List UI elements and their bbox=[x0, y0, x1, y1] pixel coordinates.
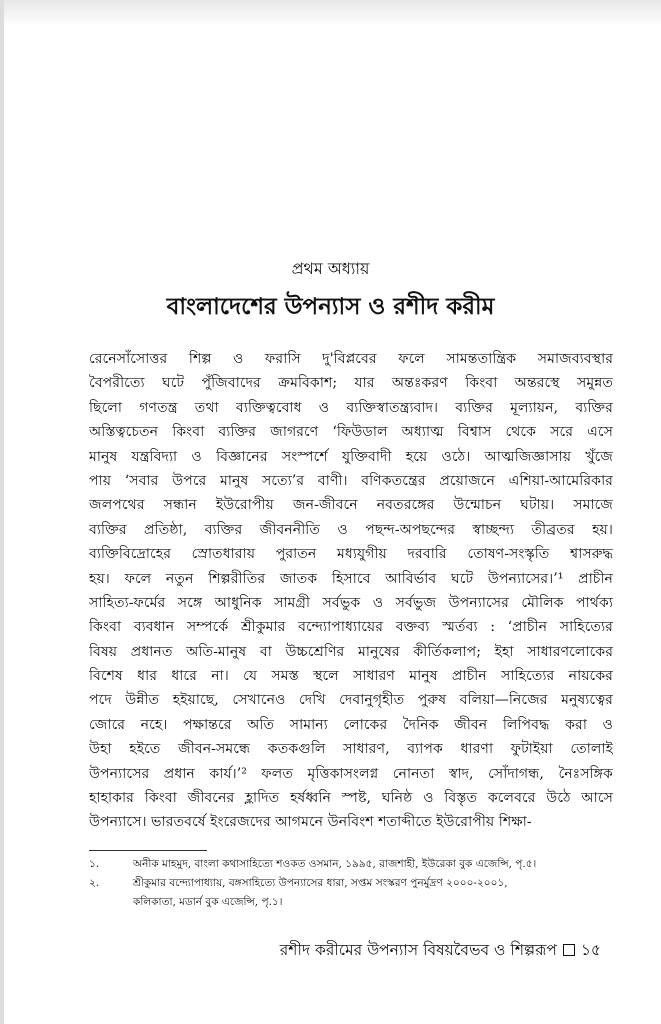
body-line: ছিলো গণতন্ত্র তথা ব্যক্তিত্ববোধ ও ব্যক্তিস্বাতন্ত্র্যবাদ। ব্যক্তির মূল্যায়ন, ব্যক্তির bbox=[89, 399, 613, 416]
footnote-divider bbox=[89, 850, 207, 851]
footnote-text: অনীক মাহমুদ, বাংলা কথাসাহিত্যে শওকত ওসমান, ১৯৯৫, রাজশাহী, ইউরেকা বুক এজেন্সি, পৃ.৫। bbox=[133, 858, 537, 870]
page-edge-shadow bbox=[0, 0, 661, 26]
square-box-icon bbox=[563, 944, 575, 956]
body-line: ব্যক্তিবিদ্রোহের স্রোতধারায় পুরাতন মধ্যযুগীয় দরবারি তোষণ-সংস্কৃতি শ্বাসরুদ্ধ bbox=[89, 546, 613, 563]
chapter-title: বাংলাদেশের উপন্যাস ও রশীদ করীম bbox=[166, 293, 495, 320]
footnotes bbox=[89, 855, 613, 912]
page-edge-left bbox=[0, 0, 4, 1024]
chapter-label: প্রথম অধ্যায় bbox=[291, 259, 370, 278]
body-line: বিষয় প্রধানত অতি-মানুষ বা উচ্চশ্রেণির মানুষের কীর্তিকলাপ; ইহা সাধারণলোকের bbox=[89, 643, 613, 660]
body-line: কিংবা ব্যবধান সম্পর্কে শ্রীকুমার বন্দ্যোপাধ্যায়ের বক্তব্য স্মর্তব্য : ‘প্রাচীন সাহিত্যের bbox=[89, 619, 613, 636]
body-line: পদে উন্নীত হইয়াছে, সেখানেও দেখি দেবানুগৃহীত পুরুষ বলিয়া—নিজের মনুষ্যত্বের bbox=[89, 692, 613, 709]
body-line: জোরে নহে। পক্ষান্তরে অতি সামান্য লোকের দৈনিক জীবন লিপিবদ্ধ করা ও bbox=[89, 716, 613, 733]
body-line: অস্তিত্বচেতন কিংবা ব্যক্তির জাগরণে ‘ফিউডাল অধ্যাত্ম বিশ্বাস থেকে সরে এসে bbox=[89, 424, 613, 441]
footnote-number: ২. bbox=[89, 877, 100, 889]
body-line: সাহিত্য-ফর্মের সঙ্গে আধুনিক সামগ্রী সর্বভুক ও সর্বভুজ উপন্যাসের মৌলিক পার্থক্য bbox=[89, 594, 613, 611]
footnote-text: শ্রীকুমার বন্দ্যোপাধ্যায়, বঙ্গসাহিত্যে উপন্যাসের ধারা, সপ্তম সংস্করণ পুনর্মুদ্রণ ২০০০-২০০১, bbox=[133, 877, 508, 889]
body-line: উহা হইতে জীবন-সমন্ধে কতকগুলি সাধারণ, ব্যাপক ধারণা ফুটাইয়া তোলাই bbox=[89, 741, 613, 758]
body-line: মানুষ যন্ত্রবিদ্যা ও বিজ্ঞানের সংস্পর্শে যুক্তিবাদী হয়ে ওঠে। আত্মজিজ্ঞাসায় খুঁজে bbox=[89, 448, 613, 465]
body-line: হয়। ফলে নতুন শিল্পরীতির জাতক হিসাবে আবির্ভাব ঘটে উপন্যাসের।’¹ প্রাচীন bbox=[89, 570, 613, 587]
body-line: উপন্যাসে। ভারতবর্ষে ইংরেজদের আগমনে উনবিংশ শতাব্দীতে ইউরোপীয় শিক্ষা- bbox=[89, 814, 532, 831]
running-footer bbox=[280, 938, 601, 962]
page-number: ১৫ bbox=[580, 941, 601, 959]
body-line: ব্যক্তির প্রতিষ্ঠা, ব্যক্তির জীবননীতি ও পছন্দ-অপছন্দের স্বাচ্ছন্দ্য তীব্রতর হয়। bbox=[89, 521, 613, 538]
body-line: রেনেসাঁসোত্তর শিল্প ও ফরাসি দু'বিপ্লবের ফলে সামন্ততান্ত্রিক সমাজব্যবস্থার bbox=[89, 351, 613, 367]
body-line: বৈপরীত্যে ঘটে পুঁজিবাদের ক্রমবিকাশ; যার অন্তঃকরণ কিংবা অন্তরস্থে সমুন্নত bbox=[89, 375, 613, 392]
running-title: রশীদ করীমের উপন্যাস বিষয়বৈভব ও শিল্পরূপ bbox=[279, 941, 557, 959]
footnote-1 bbox=[89, 855, 613, 874]
footnote-text-continued: কলিকাতা, মডার্ন বুক এজেন্সি, পৃ.১। bbox=[133, 896, 283, 908]
body-line: উপন্যাসের প্রধান কার্য।’² ফলত মৃত্তিকাসংলগ্ন নোনতা স্বাদ, সোঁদাগন্ধ, নৈঃসঙ্গিক bbox=[89, 765, 613, 782]
body-line: জলপথের সন্ধান ইউরোপীয় জন-জীবনে নবতরঙ্গের উন্মোচন ঘটায়। সমাজে bbox=[89, 497, 613, 514]
body-line: বিশেষ ধার ধারে না। যে সমস্ত স্থলে সাধারণ মানুষ প্রাচীন সাহিত্যের নায়কের bbox=[89, 668, 613, 685]
footnote-2 bbox=[89, 874, 613, 912]
body-paragraph bbox=[89, 347, 613, 857]
footnote-number: ১. bbox=[89, 858, 100, 870]
body-line: পায় ‘সবার উপরে মানুষ সত্যে’র বাণী। বণিকতন্ত্রের প্রয়োজনে এশিয়া-আমেরিকার bbox=[89, 472, 613, 489]
body-line: হাহাকার কিংবা জীবনের হ্লাদিত হর্ষধ্বনি স্পষ্ট, ঘনিষ্ঠ ও বিস্তৃত কলেবরে উঠে আসে bbox=[89, 790, 613, 807]
